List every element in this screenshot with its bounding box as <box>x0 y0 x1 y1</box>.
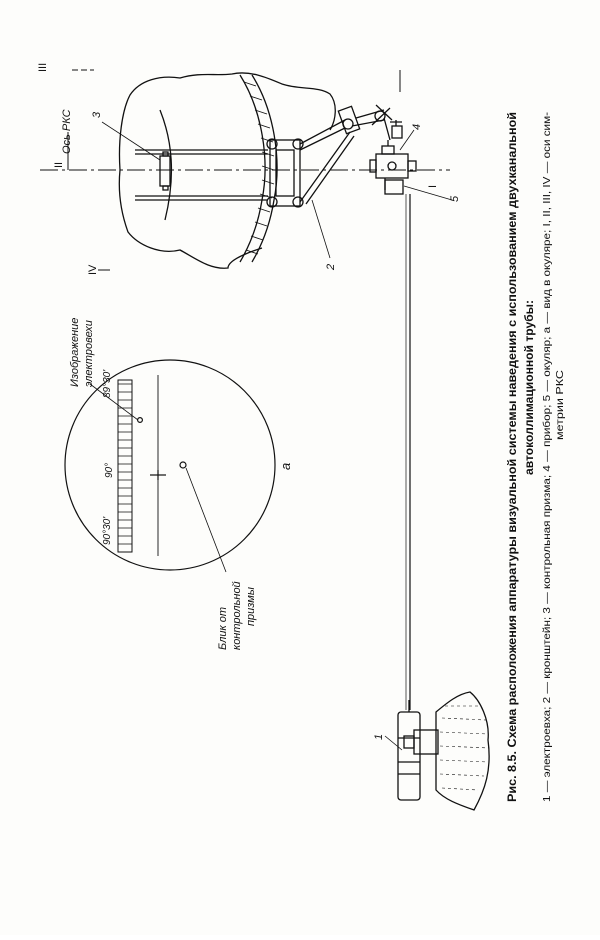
angle-right-label: 89°30' <box>102 369 113 398</box>
axis-rks-label: Ось РКС <box>61 109 73 154</box>
legend-line1: 1 — электроевха; 2 — кронштейн; 3 — контрольная призма; 4 — прибор; 5 — окуляр; а — вид в окуляре; I, II, III, IV — оси сим- <box>542 211 553 802</box>
electro-marker-pole <box>398 712 420 800</box>
callout-image-line1: Изображение <box>69 317 81 387</box>
axis-IV-label: IV <box>87 264 99 275</box>
stand-block <box>414 730 438 754</box>
callout-image-line2: электровехи <box>83 320 95 387</box>
callout-5: 5 <box>449 195 461 202</box>
caption-title-line1: Рис. 8.5. Схема расположения аппаратуры визуальной системы наведения с использованием двухканальной <box>505 142 519 802</box>
vessel-shell <box>240 75 265 262</box>
axis-lines <box>40 70 450 270</box>
caption-title-line2: автоколлимационной трубы: <box>522 301 536 475</box>
callout-4: 4 <box>411 123 423 130</box>
axis-III-label: III <box>37 62 49 72</box>
eyepiece-circle <box>65 360 275 570</box>
view-label-a: а <box>278 462 293 470</box>
callout-glint-line2: контрольной <box>231 581 243 650</box>
axis-I-label: I <box>427 184 439 188</box>
eyepiece-view <box>65 360 275 572</box>
prism-glint <box>180 462 186 468</box>
legend-line2: метрии РКС <box>555 384 566 440</box>
caption-block <box>505 112 566 802</box>
control-prism <box>160 156 170 186</box>
vessel-outline <box>119 73 335 268</box>
instrument-body <box>376 154 408 178</box>
callout-3: 3 <box>91 111 103 118</box>
callout-glint-line1: Блик от <box>217 606 229 650</box>
angle-center-label: 90° <box>104 462 115 478</box>
eyepiece-labels <box>69 318 293 650</box>
electro-marker <box>398 692 489 810</box>
axis-labels <box>37 63 439 275</box>
angle-left-label: 90°30' <box>102 516 113 545</box>
callout-glint-line3: призмы <box>245 587 257 626</box>
axis-II-label: II <box>53 161 65 168</box>
rocket-section <box>119 73 416 268</box>
ground-mound <box>436 692 489 810</box>
callout-1: 1 <box>373 733 385 740</box>
callout-2: 2 <box>325 263 337 270</box>
scale-strip <box>118 380 132 552</box>
